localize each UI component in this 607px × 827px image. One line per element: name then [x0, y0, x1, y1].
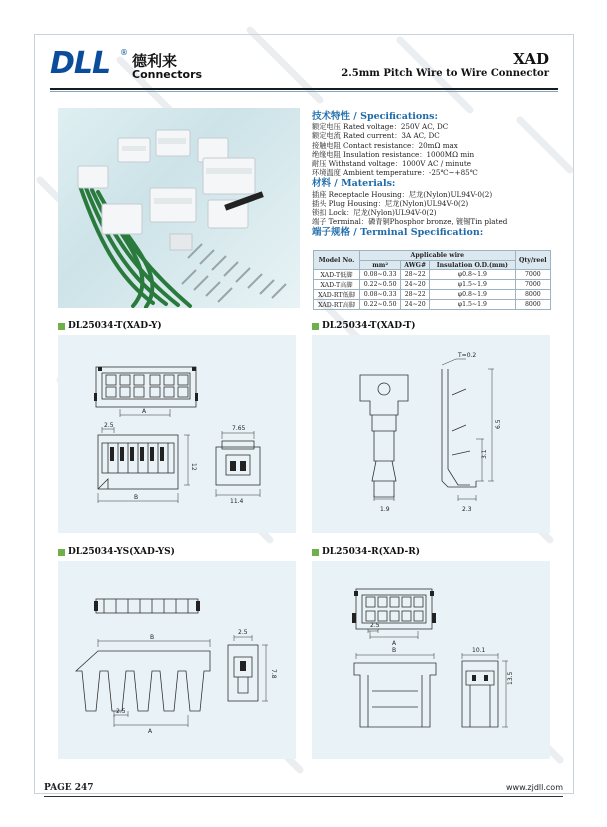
spec-line: 绝缘电阻 Insulation resistance：1000MΩ min [312, 149, 475, 159]
section-heading-xad-y [58, 321, 162, 331]
square-bullet-icon [312, 323, 319, 330]
material-line: 插座 Receptacle Housing：尼龙(Nylon)UL94V-0(2) [312, 189, 493, 199]
series-title: XAD [513, 50, 549, 68]
cell-mm2: 0.08~0.33 [360, 290, 401, 300]
drawing-panel-xad-r [312, 561, 550, 759]
section-heading-xad-ys [58, 547, 175, 557]
dim-label: B [134, 494, 139, 501]
dim-label: 2.5 [370, 622, 380, 629]
cell-mm2: 0.22~0.50 [360, 300, 401, 310]
col-od: Insulation O.D.(mm) [430, 261, 516, 270]
spec-line: 额定电流 Rated current：3A AC, DC [312, 131, 440, 141]
col-model: Model No. [314, 251, 360, 270]
cell-od: φ1.5~1.9 [430, 300, 516, 310]
cell-od: φ1.5~1.9 [430, 280, 516, 290]
cell-qty: 8000 [515, 290, 550, 300]
dim-label: 10.1 [472, 647, 486, 654]
table-row [314, 300, 551, 310]
drawing-panel-xad-t [312, 335, 550, 533]
logo-text: DLL [50, 46, 111, 81]
specifications-block [312, 110, 552, 239]
dim-label: 2.5 [104, 422, 114, 429]
material-line: 端子 Terminal：磷青铜Phosphor bronze, 镀锡Tin plated [312, 217, 508, 227]
cell-awg: 24~20 [401, 280, 430, 290]
dim-label: 1.9 [380, 506, 390, 513]
footer-rule [44, 796, 563, 797]
dim-label: 2.5 [116, 708, 126, 715]
dim-label: 13.5 [507, 671, 514, 685]
logo-english-name: Connectors [132, 68, 203, 81]
header-rule-accent [50, 91, 558, 92]
header-rule [50, 88, 558, 90]
dim-label: 3.1 [481, 449, 488, 459]
dim-label: T=0.2 [458, 352, 477, 359]
col-mm2: mm² [360, 261, 401, 270]
dim-label: 2.5 [238, 629, 248, 636]
cell-od: φ0.8~1.9 [430, 270, 516, 280]
section-heading-xad-r [312, 547, 420, 557]
col-qty: Qty/reel [515, 251, 550, 270]
dim-label: 7.65 [232, 425, 246, 432]
cell-qty: 7000 [515, 280, 550, 290]
drawing-panel-xad-y [58, 335, 296, 533]
logo-chinese-name: 德利来 [132, 52, 178, 70]
dim-label: 6.5 [495, 419, 502, 429]
square-bullet-icon [58, 323, 65, 330]
cell-model: XAD-T低脚 [314, 270, 360, 280]
section-title: DL25034-R(XAD-R) [322, 547, 421, 557]
col-awg: AWG# [401, 261, 430, 270]
dim-label: 12 [190, 463, 197, 471]
xad-r-drawing [312, 561, 550, 759]
cell-model: XAD-T高脚 [314, 280, 360, 290]
cell-qty: 8000 [515, 300, 550, 310]
section-title: DL25034-T(XAD-Y) [68, 321, 162, 331]
cell-model: XAD-RT低脚 [314, 290, 360, 300]
xad-t-drawing [312, 335, 550, 533]
dim-label: 7.8 [270, 669, 277, 679]
cell-awg: 28~22 [401, 270, 430, 280]
product-photo [58, 108, 300, 308]
section-title: DL25034-T(XAD-T) [322, 321, 416, 331]
material-line: 锁扣 Lock：尼龙(Nylon)UL94V-0(2) [312, 208, 437, 218]
section-title: DL25034-YS(XAD-YS) [68, 547, 175, 557]
spec-line: 耐压 Withstand voltage：1000V AC / minute [312, 159, 471, 169]
materials-title: 材料 / Materials: [312, 178, 396, 190]
cell-awg: 28~22 [401, 290, 430, 300]
cell-awg: 24~20 [401, 300, 430, 310]
xad-y-drawing [58, 335, 296, 533]
dim-label: 2.3 [462, 506, 472, 513]
cell-mm2: 0.22~0.50 [360, 280, 401, 290]
drawing-panel-xad-ys [58, 561, 296, 759]
cell-od: φ0.8~1.9 [430, 290, 516, 300]
logo-registered-mark: ® [120, 48, 128, 57]
table-row [314, 280, 551, 290]
square-bullet-icon [58, 549, 65, 556]
terminal-spec-table [313, 250, 551, 310]
xad-ys-drawing [58, 561, 296, 759]
square-bullet-icon [312, 549, 319, 556]
cell-model: XAD-RT高脚 [314, 300, 360, 310]
cell-qty: 7000 [515, 270, 550, 280]
dim-label: B [392, 647, 397, 654]
table-row [314, 290, 551, 300]
website-link[interactable]: www.zjdll.com [505, 783, 563, 792]
material-line: 插头 Plug Housing：尼龙(Nylon)UL94V-0(2) [312, 198, 469, 208]
terminal-spec-title: 端子规格 / Terminal Specification: [312, 227, 484, 239]
dim-label: B [150, 634, 155, 641]
dim-label: A [148, 728, 153, 735]
section-heading-xad-t [312, 321, 415, 331]
page-number: PAGE 247 [44, 783, 94, 793]
dim-label: 11.4 [230, 498, 244, 505]
connector-photo-illustration [58, 108, 300, 308]
spec-line: 环境温度 Ambient temperature：-25℃~+85℃ [312, 168, 478, 178]
spec-line: 额定电压 Rated voltage：250V AC, DC [312, 122, 449, 132]
col-applicable-wire: Applicable wire [360, 251, 516, 261]
table-row [314, 270, 551, 280]
spec-line: 接触电阻 Contact resistance：20mΩ max [312, 140, 458, 150]
cell-mm2: 0.08~0.33 [360, 270, 401, 280]
dim-label: A [142, 408, 147, 415]
series-subtitle: 2.5mm Pitch Wire to Wire Connector [341, 68, 549, 79]
specifications-title: 技术特性 / Specifications: [312, 111, 438, 122]
dim-label: A [392, 640, 397, 647]
